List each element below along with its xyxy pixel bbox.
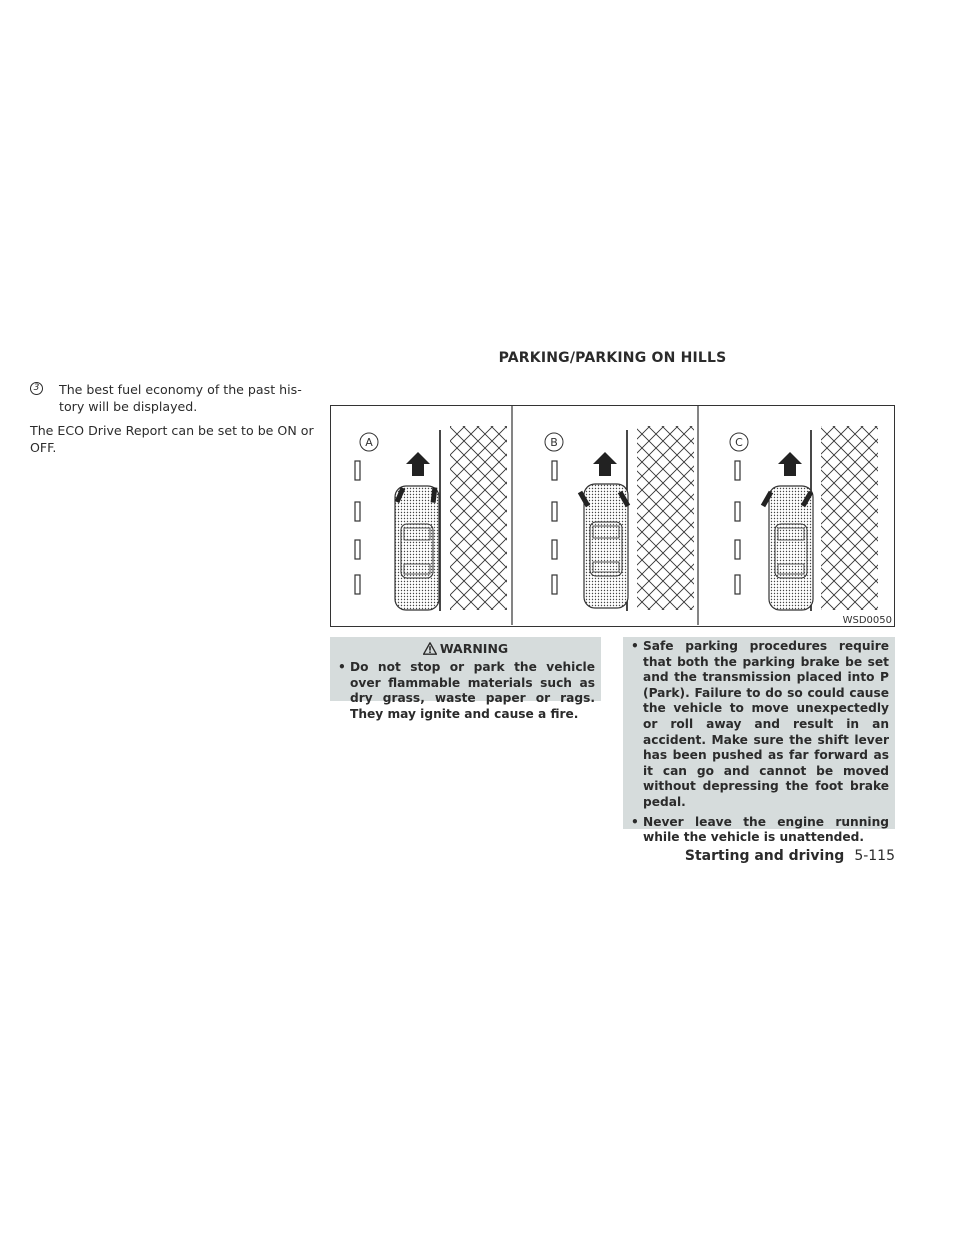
list-item-line-1: The best fuel economy of the past his-: [59, 382, 302, 397]
bullet-dot: •: [631, 814, 639, 829]
panel-a: [355, 426, 507, 611]
list-item-line-2: tory will be displayed.: [59, 399, 198, 414]
car-icon: [763, 486, 813, 610]
warning-title-text: WARNING: [439, 641, 509, 656]
curb-hatch: [450, 426, 507, 610]
curb-hatch: [637, 426, 694, 610]
bullet-dot: •: [631, 639, 639, 653]
direction-arrow-icon: [406, 452, 430, 476]
direction-arrow-icon: [593, 452, 617, 476]
left-column: [30, 381, 315, 456]
eco-report-paragraph: The ECO Drive Report can be set to be ON or OFF.: [30, 423, 314, 455]
panel-label-c: C: [735, 436, 743, 449]
panel-c: [730, 426, 878, 611]
warning-list-left: [330, 660, 601, 722]
warning-title: [330, 641, 601, 656]
car-icon: [580, 484, 628, 608]
list-item-text: [59, 381, 302, 415]
panel-label-b: B: [550, 436, 558, 449]
item-number-badge: 3: [30, 382, 43, 395]
warning-bullet: [623, 815, 895, 846]
curb-hatch: [821, 426, 878, 610]
parking-diagram: [331, 406, 893, 625]
panel-label-a: A: [365, 436, 373, 449]
panel-b: [545, 426, 694, 611]
parking-illustration: [330, 405, 895, 627]
warning-list-right: [623, 639, 895, 846]
warning-bullet-text: Safe parking procedures require that both the parking brake be set and the transmission placed into P (Park). Failure to do so could cause the vehicle to move unexpectedly or roll away and result in an accident. Make sure the shift lever has been pushed as far forward as it can go and cannot be moved without depressing the foot brake pedal.: [643, 639, 889, 809]
page-number: 5-115: [854, 848, 895, 864]
warning-bullet: [330, 660, 601, 722]
page-footer: [685, 848, 895, 864]
warning-bullet: [623, 639, 895, 811]
footer-section-title: Starting and driving: [684, 848, 845, 864]
section-title: PARKING/PARKING ON HILLS: [498, 350, 727, 366]
direction-arrow-icon: [778, 452, 802, 476]
list-item: [30, 381, 315, 415]
warning-triangle-icon: [423, 642, 437, 655]
warning-bullet-text: Never leave the engine running while the vehicle is unattended.: [643, 814, 889, 845]
warning-bullet-text: Do not stop or park the vehicle over flammable materials such as dry grass, waste paper or rags. They may ignite and cause a fire.: [350, 660, 595, 721]
bullet-dot: •: [338, 660, 346, 674]
figure-code: WSD0050: [842, 615, 892, 626]
car-icon: [395, 486, 440, 610]
